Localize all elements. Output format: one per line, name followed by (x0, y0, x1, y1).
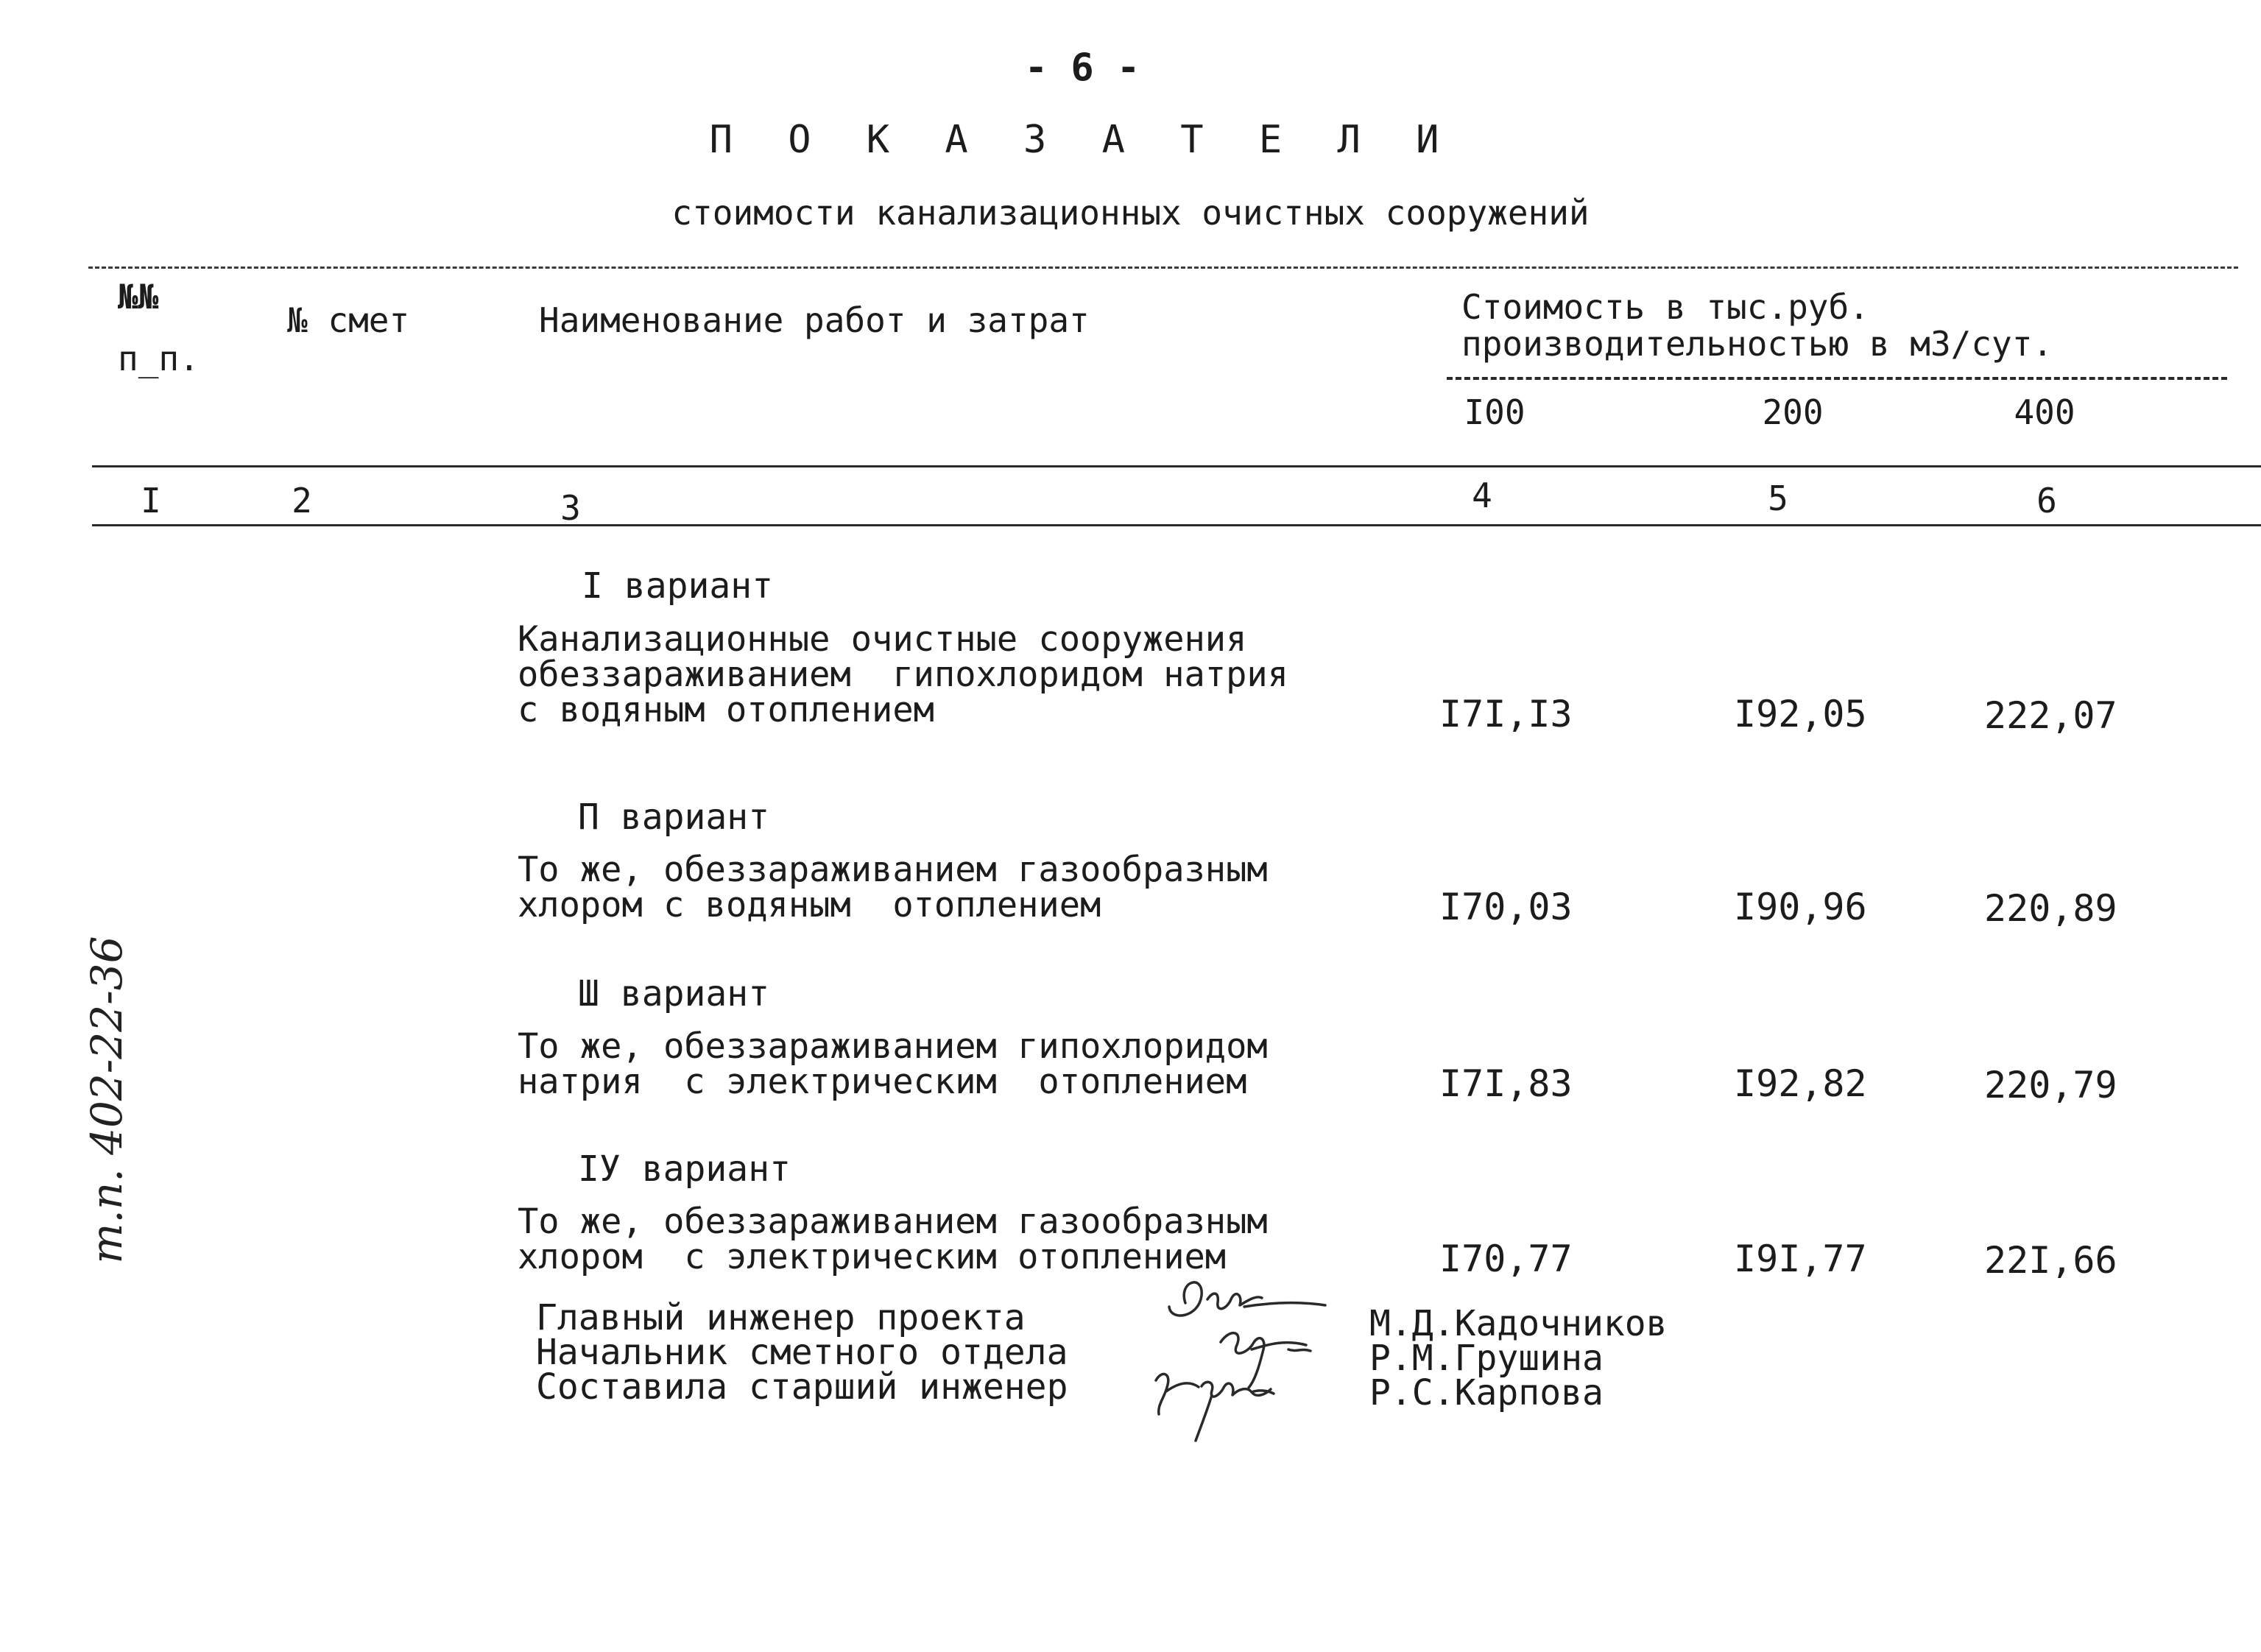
col-index-1: I (141, 481, 161, 520)
col-index-5: 5 (1768, 479, 1788, 518)
signature-role: Главный инженер проекта (536, 1297, 1026, 1338)
document-title: П О К А З А Т Е Л И (709, 118, 1456, 162)
value-200: I90,96 (1734, 886, 1867, 928)
value-100: I70,77 (1439, 1238, 1573, 1280)
col-index-2: 2 (292, 481, 312, 520)
side-note: т.п. 402-22-36 (82, 936, 132, 1264)
value-400: 22I,66 (1984, 1239, 2117, 1282)
capacity-100: I00 (1464, 392, 1525, 432)
signature-name: Р.М.Грушина (1369, 1338, 1604, 1379)
capacity-dashed-rule (1447, 377, 2227, 380)
value-200: I92,05 (1734, 693, 1867, 735)
value-400: 220,89 (1984, 887, 2117, 930)
capacity-400: 400 (2014, 392, 2075, 432)
col-name-header: Наименование работ и затрат (539, 300, 1090, 340)
value-100: I70,03 (1439, 886, 1573, 928)
table-top-rule (88, 266, 2238, 269)
index-rule (92, 524, 2261, 526)
variant-description: Канализационные очистные сооружения обеззараживанием гипохлоридом натрия с водяным отоплением (518, 619, 1288, 730)
col-index-3: 3 (560, 488, 581, 528)
col-num-line2: п_п. (118, 339, 200, 378)
variant-title: Ш вариант (578, 973, 770, 1014)
signature-name: Р.С.Карпова (1369, 1372, 1604, 1413)
col-cost-header-line1: Стоимость в тыс.руб. (1461, 287, 1869, 327)
header-rule (92, 465, 2261, 467)
value-100: I7I,I3 (1439, 693, 1573, 735)
value-200: I92,82 (1734, 1062, 1867, 1105)
variant-description: То же, обеззараживанием газообразным хлором с электрическим отоплением (518, 1201, 1268, 1277)
document-subtitle: стоимости канализационных очистных сооружений (671, 193, 1590, 233)
value-400: 220,79 (1984, 1064, 2117, 1106)
value-400: 222,07 (1984, 694, 2117, 737)
col-num-line1: №№ (118, 277, 159, 317)
col-index-6: 6 (2036, 481, 2057, 520)
col-estimate-header: № смет (287, 300, 410, 340)
value-100: I7I,83 (1439, 1062, 1573, 1105)
variant-description: То же, обеззараживанием газообразным хлором с водяным отоплением (518, 850, 1268, 925)
variant-title: IУ вариант (578, 1148, 791, 1190)
page-number: - 6 - (1024, 46, 1140, 90)
signature-role: Составила старший инженер (536, 1366, 1068, 1408)
col-index-4: 4 (1472, 476, 1492, 515)
variant-title: I вариант (582, 565, 774, 607)
handwritten-signatures (1134, 1263, 1377, 1447)
value-200: I9I,77 (1734, 1238, 1867, 1280)
signature-role: Начальник сметного отдела (536, 1332, 1068, 1373)
signature-name: М.Д.Кадочников (1369, 1303, 1668, 1344)
col-cost-header-line2: производительностью в м3/сут. (1461, 324, 2053, 364)
capacity-200: 200 (1762, 392, 1824, 432)
variant-title: П вариант (578, 797, 770, 838)
variant-description: То же, обеззараживанием гипохлоридом натрия с электрическим отоплением (518, 1026, 1268, 1102)
